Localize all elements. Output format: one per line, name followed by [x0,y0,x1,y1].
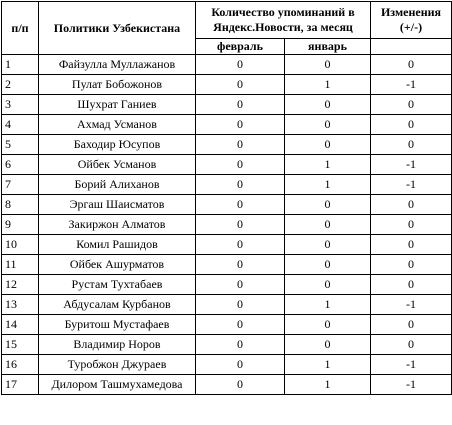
table-row [2,155,452,175]
table-row [2,275,452,295]
politicians-table [1,1,452,395]
jan-count: 1 [285,375,371,395]
row-index: 9 [2,215,39,235]
feb-count: 0 [196,115,285,135]
row-index: 16 [2,355,39,375]
row-index: 10 [2,235,39,255]
header-index: п/п [2,2,39,55]
politician-name: Эргаш Шаисматов [39,195,196,215]
politician-name: Борий Алиханов [39,175,196,195]
table-row [2,95,452,115]
jan-count: 0 [285,275,371,295]
feb-count: 0 [196,135,285,155]
change-value: 0 [371,235,452,255]
change-value: -1 [371,75,452,95]
feb-count: 0 [196,175,285,195]
header-name: Политики Узбекистана [39,2,196,55]
table-row [2,335,452,355]
table-row [2,55,452,75]
feb-count: 0 [196,155,285,175]
header-jan: январь [285,39,371,55]
table-row [2,115,452,135]
row-index: 6 [2,155,39,175]
feb-count: 0 [196,55,285,75]
jan-count: 1 [285,155,371,175]
jan-count: 1 [285,295,371,315]
jan-count: 0 [285,255,371,275]
feb-count: 0 [196,235,285,255]
change-value: -1 [371,375,452,395]
politician-name: Ойбек Ашурматов [39,255,196,275]
table-row [2,75,452,95]
row-index: 5 [2,135,39,155]
politician-name: Закиржон Алматов [39,215,196,235]
change-value: 0 [371,255,452,275]
politician-name: Шухрат Ганиев [39,95,196,115]
table-row [2,315,452,335]
jan-count: 1 [285,355,371,375]
jan-count: 1 [285,175,371,195]
row-index: 11 [2,255,39,275]
header-feb: февраль [196,39,285,55]
feb-count: 0 [196,95,285,115]
feb-count: 0 [196,275,285,295]
politician-name: Абдусалам Курбанов [39,295,196,315]
feb-count: 0 [196,215,285,235]
politician-name: Владимир Норов [39,335,196,355]
row-index: 7 [2,175,39,195]
feb-count: 0 [196,315,285,335]
jan-count: 1 [285,75,371,95]
politician-name: Файзулла Муллажанов [39,55,196,75]
jan-count: 0 [285,235,371,255]
row-index: 2 [2,75,39,95]
row-index: 12 [2,275,39,295]
feb-count: 0 [196,335,285,355]
feb-count: 0 [196,195,285,215]
politician-name: Баходир Юсупов [39,135,196,155]
row-index: 14 [2,315,39,335]
table-row [2,175,452,195]
change-value: 0 [371,95,452,115]
politician-name: Буритош Мустафаев [39,315,196,335]
feb-count: 0 [196,375,285,395]
row-index: 4 [2,115,39,135]
row-index: 8 [2,195,39,215]
jan-count: 0 [285,315,371,335]
feb-count: 0 [196,75,285,95]
row-index: 3 [2,95,39,115]
row-index: 1 [2,55,39,75]
feb-count: 0 [196,255,285,275]
politician-name: Ойбек Усманов [39,155,196,175]
table-row [2,355,452,375]
table-row [2,215,452,235]
change-value: -1 [371,155,452,175]
change-value: 0 [371,315,452,335]
politician-name: Рустам Тухтабаев [39,275,196,295]
header-mentions: Количество упоминаний в Яндекс.Новости, за месяц [196,2,371,39]
table-row [2,135,452,155]
politician-name: Пулат Бобожонов [39,75,196,95]
change-value: 0 [371,275,452,295]
change-value: -1 [371,295,452,315]
politician-name: Ахмад Усманов [39,115,196,135]
row-index: 17 [2,375,39,395]
change-value: 0 [371,55,452,75]
row-index: 13 [2,295,39,315]
politician-name: Дилором Ташмухамедова [39,375,196,395]
jan-count: 0 [285,215,371,235]
jan-count: 0 [285,135,371,155]
change-value: 0 [371,195,452,215]
jan-count: 0 [285,335,371,355]
change-value: 0 [371,115,452,135]
header-change: Изменения (+/-) [371,2,452,39]
jan-count: 0 [285,195,371,215]
table-row [2,195,452,215]
table-row [2,375,452,395]
table-body [2,55,452,395]
politician-name: Туробжон Джураев [39,355,196,375]
change-value: -1 [371,175,452,195]
politician-name: Комил Рашидов [39,235,196,255]
change-value: 0 [371,215,452,235]
change-value: -1 [371,355,452,375]
table-row [2,255,452,275]
jan-count: 0 [285,115,371,135]
change-value: 0 [371,135,452,155]
header-change-blank [371,39,452,55]
jan-count: 0 [285,55,371,75]
jan-count: 0 [285,95,371,115]
table-row [2,295,452,315]
change-value: 0 [371,335,452,355]
row-index: 15 [2,335,39,355]
table-row [2,235,452,255]
feb-count: 0 [196,355,285,375]
feb-count: 0 [196,295,285,315]
